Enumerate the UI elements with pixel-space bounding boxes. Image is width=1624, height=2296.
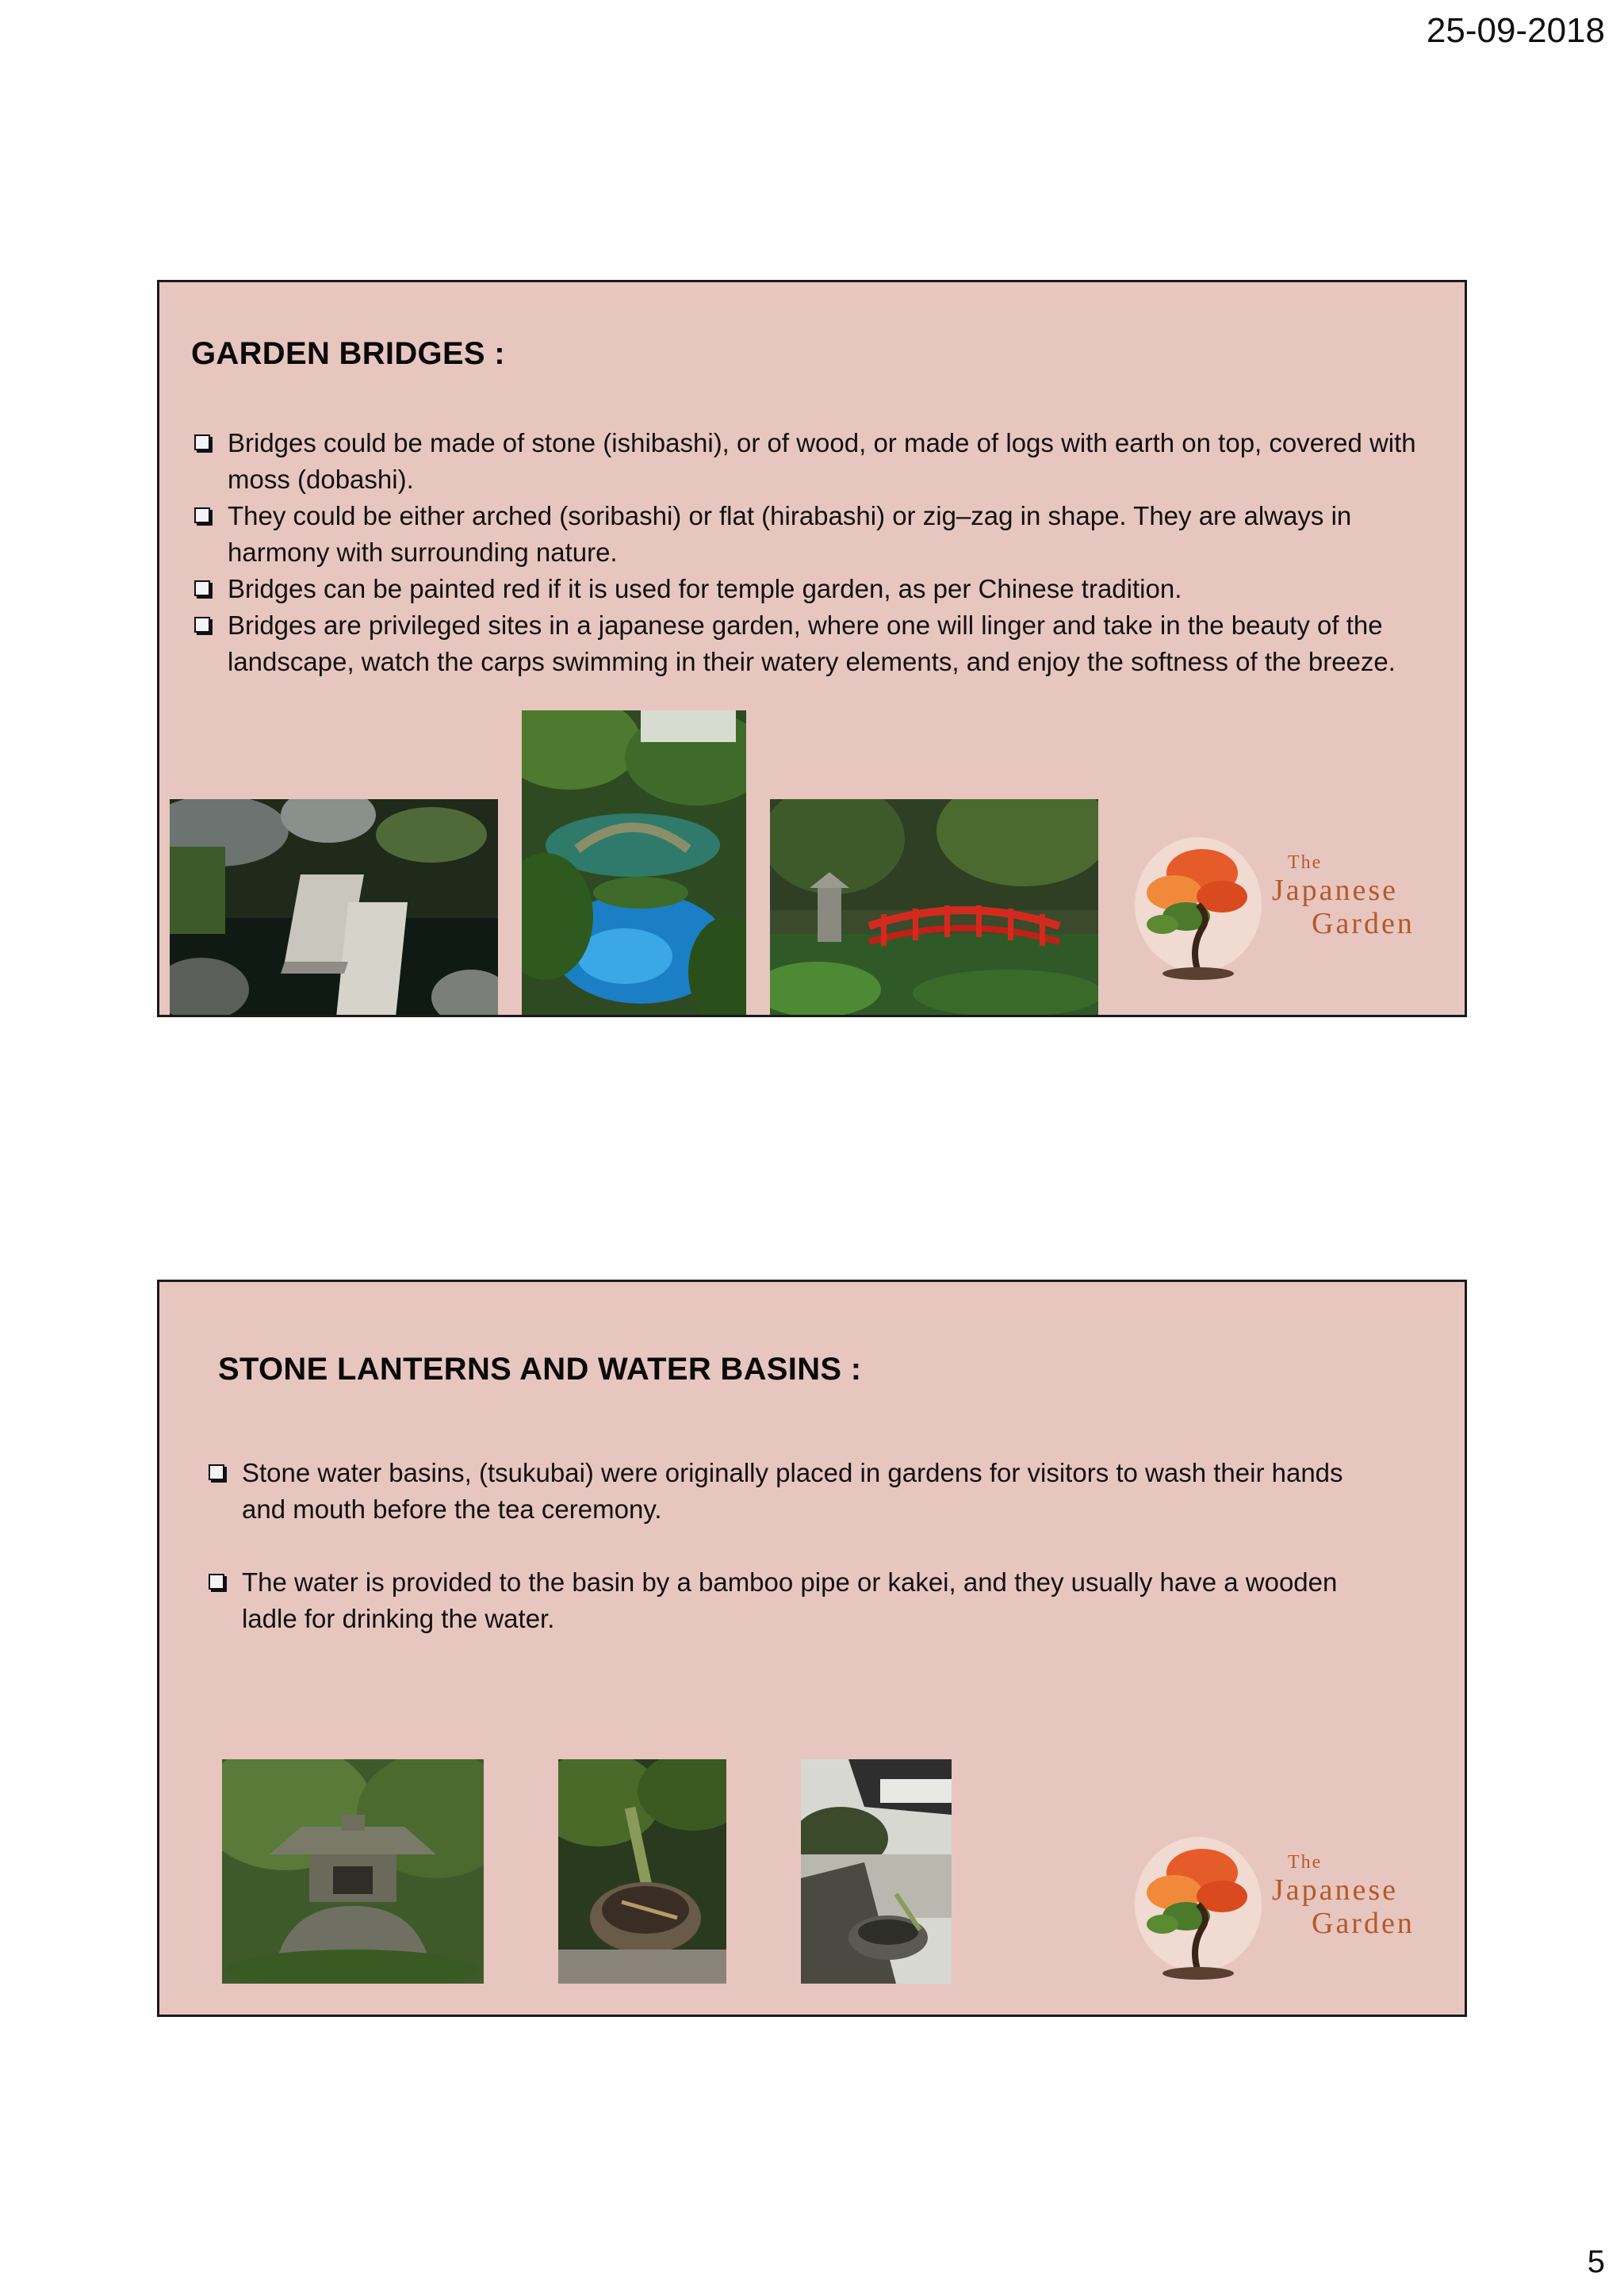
checkbox-bullet-icon	[194, 580, 210, 596]
checkbox-bullet-icon	[194, 434, 210, 450]
checkbox-bullet-icon	[194, 507, 210, 523]
logo-line-the: The	[1288, 1852, 1323, 1873]
slide-stone-lanterns	[157, 1280, 1467, 2017]
japanese-garden-logo	[1131, 829, 1448, 988]
red-bridge-photo	[770, 799, 1098, 1017]
logo-line-garden: Garden	[1312, 907, 1415, 940]
bullet-item	[191, 498, 1460, 571]
pond-arched-bridge-photo	[522, 710, 746, 1017]
bullet-item	[191, 607, 1460, 680]
logo-text	[1272, 1853, 1415, 1938]
zigzag-stone-bridge-photo	[170, 799, 498, 1017]
temple-water-basin-photo	[801, 1759, 952, 1984]
bullet-item	[191, 571, 1460, 607]
checkbox-bullet-icon	[209, 1464, 224, 1480]
slide-garden-bridges	[157, 280, 1467, 1017]
bullet-text: Bridges can be painted red if it is used for temple garden, as per Chinese tradition.	[228, 574, 1182, 603]
logo-line-japanese: Japanese	[1272, 1873, 1399, 1907]
slide-title: STONE LANTERNS AND WATER BASINS :	[218, 1352, 862, 1387]
logo-text	[1272, 853, 1415, 939]
page-date: 25-09-2018	[1426, 11, 1605, 50]
bullet-text: The water is provided to the basin by a bamboo pipe or kakei, and they usually have a wooden ladle for drinking the water.	[242, 1567, 1338, 1633]
checkbox-bullet-icon	[194, 617, 210, 633]
bullet-list	[191, 425, 1460, 680]
logo-line-the: The	[1288, 852, 1323, 873]
japanese-garden-logo	[1131, 1829, 1448, 1988]
checkbox-bullet-icon	[209, 1574, 224, 1590]
bullet-item	[191, 425, 1460, 498]
bullet-item	[205, 1455, 1363, 1528]
bullet-text: Bridges are privileged sites in a japanese garden, where one will linger and take in the beauty of the landscape, watch the carps swimming in their watery elements, and enjoy the softness of the breeze.	[228, 610, 1396, 676]
logo-line-garden: Garden	[1312, 1907, 1415, 1940]
bonsai-tree-icon	[1131, 1829, 1266, 1988]
bamboo-water-basin-photo	[558, 1759, 726, 1984]
logo-line-japanese: Japanese	[1272, 874, 1399, 907]
stone-lantern-photo	[222, 1759, 484, 1984]
bullet-list	[205, 1455, 1363, 1674]
bullet-item	[205, 1564, 1363, 1637]
page-number: 5	[1587, 2244, 1605, 2279]
bullet-text: Stone water basins, (tsukubai) were originally placed in gardens for visitors to wash their hands and mouth before the tea ceremony.	[242, 1458, 1343, 1524]
bullet-text: Bridges could be made of stone (ishibashi), or of wood, or made of logs with earth on top, covered with moss (dobashi).	[228, 428, 1416, 494]
bullet-text: They could be either arched (soribashi) or flat (hirabashi) or zig–zag in shape. They are always in harmony with surrounding nature.	[228, 501, 1352, 567]
slide-title: GARDEN BRIDGES :	[191, 336, 505, 371]
bonsai-tree-icon	[1131, 829, 1266, 988]
